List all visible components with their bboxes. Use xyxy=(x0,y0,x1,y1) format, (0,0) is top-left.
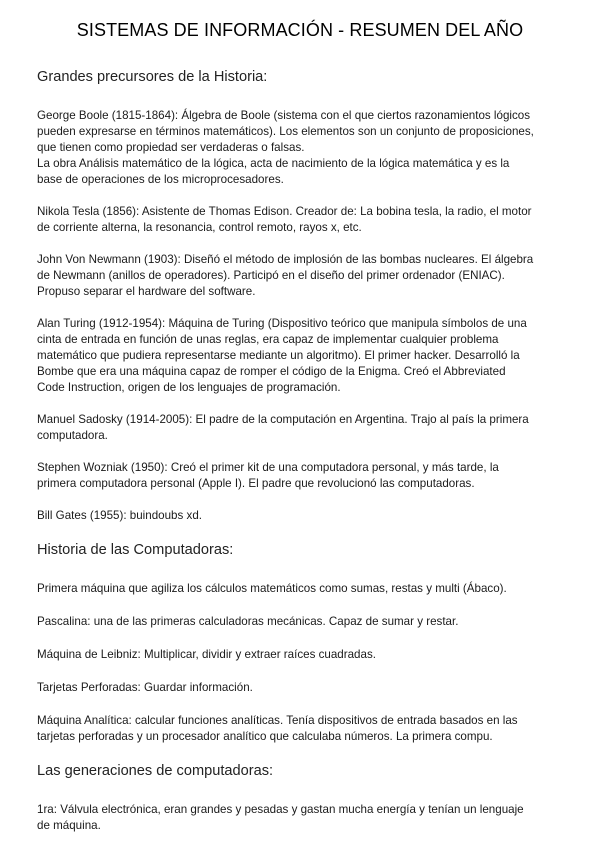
section-generaciones xyxy=(37,762,557,834)
paragraph-boole xyxy=(37,108,557,188)
text-line: primera computadora personal (Apple I). El padre que revolucionó las computadoras. xyxy=(37,477,475,490)
text-line: matemático que pudiera representarse mediante un algoritmo). El primer hacker. Desarrolló la xyxy=(37,349,520,362)
section-historia-computadoras xyxy=(37,541,557,745)
text-line: Code Instruction, origen de los lenguajes de programación. xyxy=(37,381,341,394)
text-line: John Von Newmann (1903): Diseñó el método de implosión de las bombas nucleares. El álgebra xyxy=(37,253,534,266)
paragraph-analitica xyxy=(37,713,557,745)
text-line: tarjetas perforadas y un procesador analítico que calculaba números. La primera compu. xyxy=(37,730,493,743)
section-heading: Grandes precursores de la Historia: xyxy=(37,69,268,85)
paragraph-von-newmann xyxy=(37,252,557,300)
document-body xyxy=(37,68,557,850)
text-line: Propuso separar el hardware del software. xyxy=(37,285,256,298)
text-line: de máquina. xyxy=(37,819,101,832)
paragraph-wozniak xyxy=(37,460,557,492)
text-line: que tienen como propiedad ser verdaderas o falsas. xyxy=(37,141,305,154)
paragraph-leibniz xyxy=(37,647,557,663)
paragraph-tarjetas xyxy=(37,680,557,696)
text-line: George Boole (1815-1864): Álgebra de Boole (sistema con el que ciertos razonamientos lógicos xyxy=(37,109,531,122)
text-line: Nikola Tesla (1856): Asistente de Thomas Edison. Creador de: La bobina tesla, la radio, el motor xyxy=(37,205,532,218)
text-line: pueden expresarse en términos matemáticos). Los elementos son un conjunto de proposiciones, xyxy=(37,125,534,138)
text-line: Máquina Analítica: calcular funciones analíticas. Tenía dispositivos de entrada basados en las xyxy=(37,714,518,727)
paragraph-pascalina xyxy=(37,614,557,630)
paragraph-abaco xyxy=(37,581,557,597)
text-line: de corriente alterna, la resonancia, control remoto, rayos x, etc. xyxy=(37,221,362,234)
paragraph-turing xyxy=(37,316,557,396)
paragraph-sadosky xyxy=(37,412,557,444)
text-line: Pascalina: una de las primeras calculadoras mecánicas. Capaz de sumar y restar. xyxy=(37,615,459,628)
text-line: 1ra: Válvula electrónica, eran grandes y pesadas y gastan mucha energía y tenían un lenguaje xyxy=(37,803,524,816)
text-line: La obra Análisis matemático de la lógica, acta de nacimiento de la lógica matemática y es la xyxy=(37,157,510,170)
text-line: Stephen Wozniak (1950): Creó el primer kit de una computadora personal, y más tarde, la xyxy=(37,461,499,474)
text-line: base de operaciones de los microprocesadores. xyxy=(37,173,284,186)
text-line: Máquina de Leibniz: Multiplicar, dividir y extraer raíces cuadradas. xyxy=(37,648,376,661)
paragraph-primera-generacion xyxy=(37,802,557,834)
section-heading: Historia de las Computadoras: xyxy=(37,542,234,558)
section-precursores xyxy=(37,68,557,524)
text-line: Alan Turing (1912-1954): Máquina de Turing (Dispositivo teórico que manipula símbolos de una xyxy=(37,317,527,330)
section-heading: Las generaciones de computadoras: xyxy=(37,763,274,779)
text-line: Primera máquina que agiliza los cálculos matemáticos como sumas, restas y multi (Ábaco). xyxy=(37,582,507,595)
text-line: Tarjetas Perforadas: Guardar información. xyxy=(37,681,253,694)
text-line: de Newmann (anillos de operadores). Participó en el diseño del primer ordenador (ENIAC). xyxy=(37,269,505,282)
page-title: SISTEMAS DE INFORMACIÓN - RESUMEN DEL AÑO xyxy=(76,20,524,40)
text-line: cinta de entrada en función de unas reglas, era capaz de implementar cualquier problema xyxy=(37,333,499,346)
text-line: Bill Gates (1955): buindoubs xd. xyxy=(37,509,202,522)
paragraph-tesla xyxy=(37,204,557,236)
text-line: Bombe que era una máquina capaz de romper el código de la Enigma. Creó el Abbreviated xyxy=(37,365,506,378)
text-line: computadora. xyxy=(37,429,108,442)
text-line: Manuel Sadosky (1914-2005): El padre de la computación en Argentina. Trajo al país la primera xyxy=(37,413,529,426)
paragraph-gates xyxy=(37,508,557,524)
